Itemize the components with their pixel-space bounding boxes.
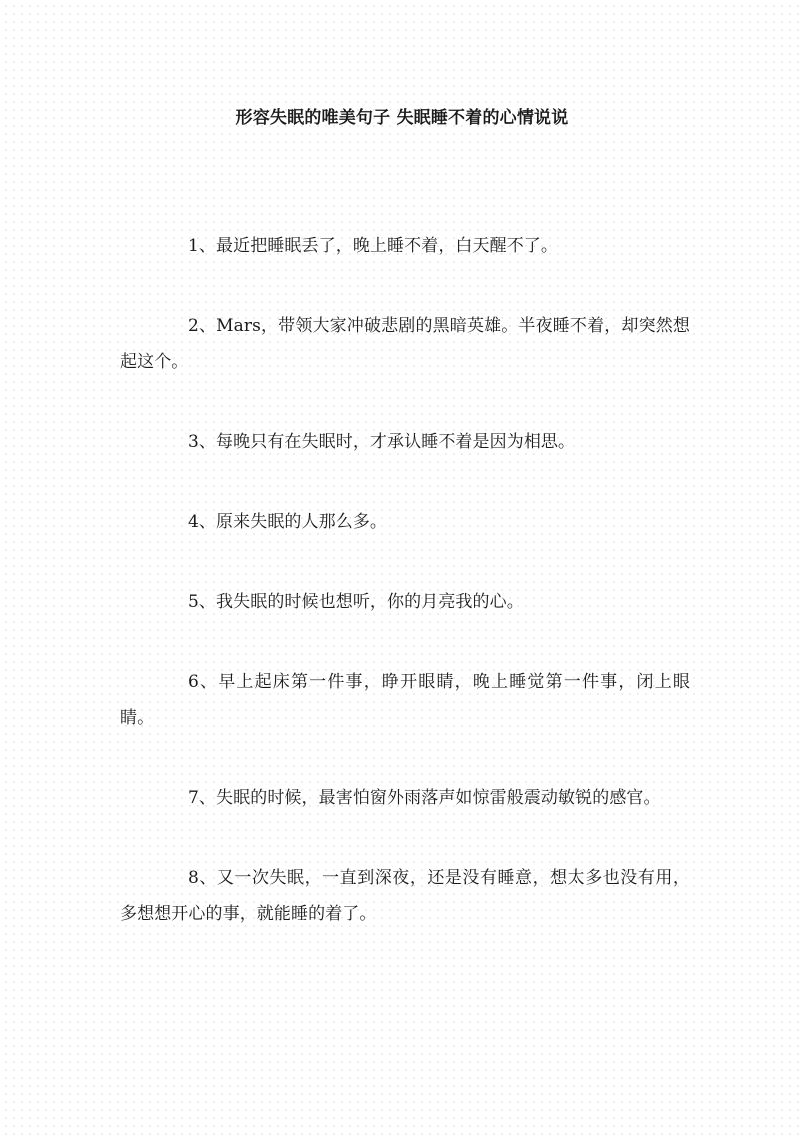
paragraph-3: 3、每晚只有在失眠时，才承认睡不着是因为相思。 — [188, 432, 576, 452]
paragraph-7: 7、失眠的时候，最害怕窗外雨落声如惊雷般震动敏锐的感官。 — [188, 788, 661, 808]
document-title: 形容失眠的唯美句子 失眠睡不着的心情说说 — [235, 108, 569, 128]
paragraph-1: 1、最近把睡眠丢了，晚上睡不着，白天醒不了。 — [188, 236, 559, 256]
paragraph-8: 8、又一次失眠，一直到深夜，还是没有睡意，想太多也没有用，多想想开心的事，就能睡的着了。 — [120, 868, 690, 924]
paragraph-6: 6、早上起床第一件事，睁开眼睛，晚上睡觉第一件事，闭上眼睛。 — [120, 672, 690, 728]
paragraph-5: 5、我失眠的时候也想听，你的月亮我的心。 — [188, 592, 524, 612]
document-body — [120, 228, 690, 976]
paragraph-2: 2、Mars，带领大家冲破悲剧的黑暗英雄。半夜睡不着，却突然想起这个。 — [120, 316, 690, 372]
paragraph-4: 4、原来失眠的人那么多。 — [188, 512, 388, 532]
